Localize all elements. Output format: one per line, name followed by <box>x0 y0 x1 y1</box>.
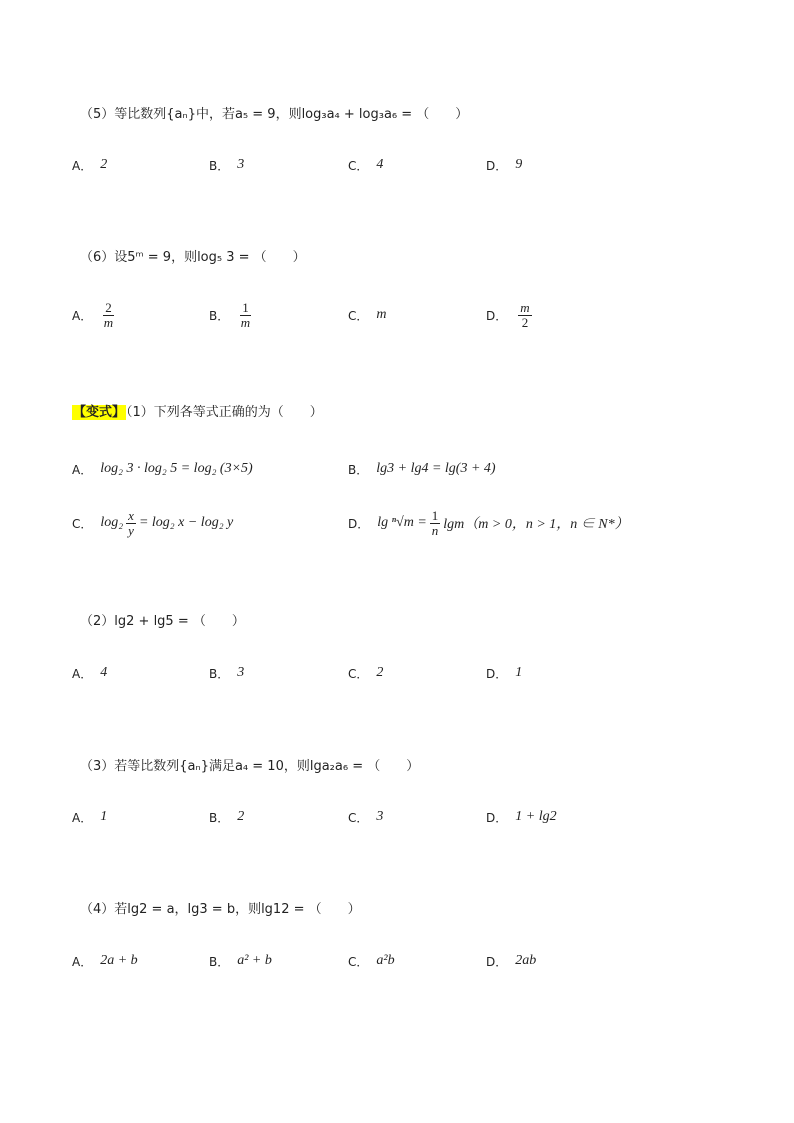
option-d[interactable] <box>486 656 522 690</box>
option-b[interactable] <box>209 148 244 182</box>
variant-question-3-options <box>72 800 762 834</box>
denominator: m <box>103 314 114 330</box>
denominator: y <box>128 522 134 538</box>
variant-question-4-stem: （4）若lg2 = a，lg3 = b，则lg12 = （ ） <box>80 902 361 917</box>
denominator: 2 <box>521 314 529 330</box>
variant-question-1-options-row-1 <box>72 452 762 486</box>
fraction <box>430 509 441 538</box>
option-label: B． <box>209 954 230 969</box>
option-b[interactable] <box>209 656 244 690</box>
variant-question-4-options <box>72 944 762 978</box>
option-label: C． <box>72 516 93 531</box>
option-value: a²b <box>376 953 395 968</box>
option-label: B． <box>209 308 230 323</box>
fraction <box>126 509 136 538</box>
option-value: 2a + b <box>100 953 138 968</box>
option-prefix: lg ⁿ√m = <box>377 515 427 530</box>
numerator: 1 <box>242 299 249 315</box>
option-label: A． <box>72 308 93 323</box>
option-a[interactable] <box>72 944 138 978</box>
option-label: B． <box>209 158 230 173</box>
option-label: C． <box>348 666 369 681</box>
option-c[interactable] <box>348 148 383 182</box>
option-c[interactable] <box>348 298 387 332</box>
option-value: 4 <box>376 157 384 172</box>
option-value: 4 <box>100 665 108 680</box>
option-label: D． <box>486 158 508 173</box>
denominator: m <box>240 314 251 330</box>
option-label: B． <box>209 666 230 681</box>
option-value: 2 <box>100 157 108 172</box>
option-value: 2 <box>237 809 245 824</box>
option-a[interactable] <box>72 452 253 486</box>
question-5-options <box>72 148 762 182</box>
option-value: 1 <box>515 665 523 680</box>
option-a[interactable] <box>72 298 117 332</box>
option-label: A． <box>72 666 93 681</box>
option-label: C． <box>348 954 369 969</box>
option-b[interactable] <box>348 452 496 486</box>
fraction <box>240 301 251 330</box>
option-d[interactable] <box>486 148 522 182</box>
option-value: 3 <box>376 809 384 824</box>
option-d[interactable] <box>486 944 536 978</box>
question-5-stem: （5）等比数列{aₙ}中，若a₅ = 9，则log₃a₄ + log₃a₆ = （ ） <box>80 107 469 122</box>
option-label: A． <box>72 158 93 173</box>
option-label: D． <box>486 666 508 681</box>
denominator: n <box>431 522 439 538</box>
variant-question-2-stem: （2）lg2 + lg5 = （ ） <box>80 614 245 629</box>
option-a[interactable] <box>72 656 107 690</box>
option-label: C． <box>348 158 369 173</box>
option-suffix: lgm（m > 0，n > 1，n ∈ N*） <box>443 517 629 532</box>
variant-tag: 【变式】 <box>73 405 126 420</box>
option-a[interactable] <box>72 800 107 834</box>
option-value: m <box>376 307 387 322</box>
numerator: m <box>520 299 530 315</box>
option-value: 2ab <box>515 953 537 968</box>
option-b[interactable] <box>209 298 254 332</box>
variant-question-1-stem <box>72 403 323 423</box>
option-label: D． <box>348 516 370 531</box>
option-value: 9 <box>515 157 523 172</box>
option-value: a² + b <box>237 953 272 968</box>
option-b[interactable] <box>209 800 244 834</box>
option-label: D． <box>486 810 508 825</box>
option-d[interactable] <box>486 800 557 834</box>
option-c[interactable] <box>348 800 383 834</box>
option-prefix: log₂ <box>100 515 124 530</box>
option-d[interactable] <box>486 298 535 332</box>
option-suffix: = log₂ x − log₂ y <box>138 515 234 530</box>
option-b[interactable] <box>209 944 272 978</box>
fraction <box>103 301 114 330</box>
option-c[interactable] <box>348 656 383 690</box>
option-label: C． <box>348 308 369 323</box>
option-d[interactable] <box>348 506 629 540</box>
option-value: 3 <box>237 665 245 680</box>
variant-question-3-stem: （3）若等比数列{aₙ}满足a₄ = 10，则lga₂a₆ = （ ） <box>80 759 420 774</box>
variant-question-1-options-row-2 <box>72 506 762 540</box>
option-value: 1 <box>100 809 108 824</box>
option-label: D． <box>486 308 508 323</box>
option-label: B． <box>209 810 230 825</box>
option-a[interactable] <box>72 148 107 182</box>
numerator: 2 <box>105 299 112 315</box>
option-value: lg3 + lg4 = lg(3 + 4) <box>376 461 496 476</box>
variant-question-2-options <box>72 656 762 690</box>
option-value: 1 + lg2 <box>515 809 557 824</box>
option-label: B． <box>348 462 369 477</box>
option-label: C． <box>348 810 369 825</box>
variant-question-1-text: （1）下列各等式正确的为（ ） <box>126 405 323 420</box>
option-label: A． <box>72 810 93 825</box>
option-label: A． <box>72 954 93 969</box>
option-label: D． <box>486 954 508 969</box>
question-6-options <box>72 298 762 332</box>
question-6-stem: （6）设5ᵐ = 9，则log₅ 3 = （ ） <box>80 250 306 265</box>
option-value: 3 <box>237 157 245 172</box>
numerator: x <box>128 507 134 523</box>
option-c[interactable] <box>348 944 395 978</box>
fraction <box>518 301 531 330</box>
numerator: 1 <box>431 507 439 523</box>
option-c[interactable] <box>72 506 233 540</box>
option-value: log₂ 3 · log₂ 5 = log₂ (3×5) <box>100 461 253 476</box>
option-value: 2 <box>376 665 384 680</box>
option-label: A． <box>72 462 93 477</box>
